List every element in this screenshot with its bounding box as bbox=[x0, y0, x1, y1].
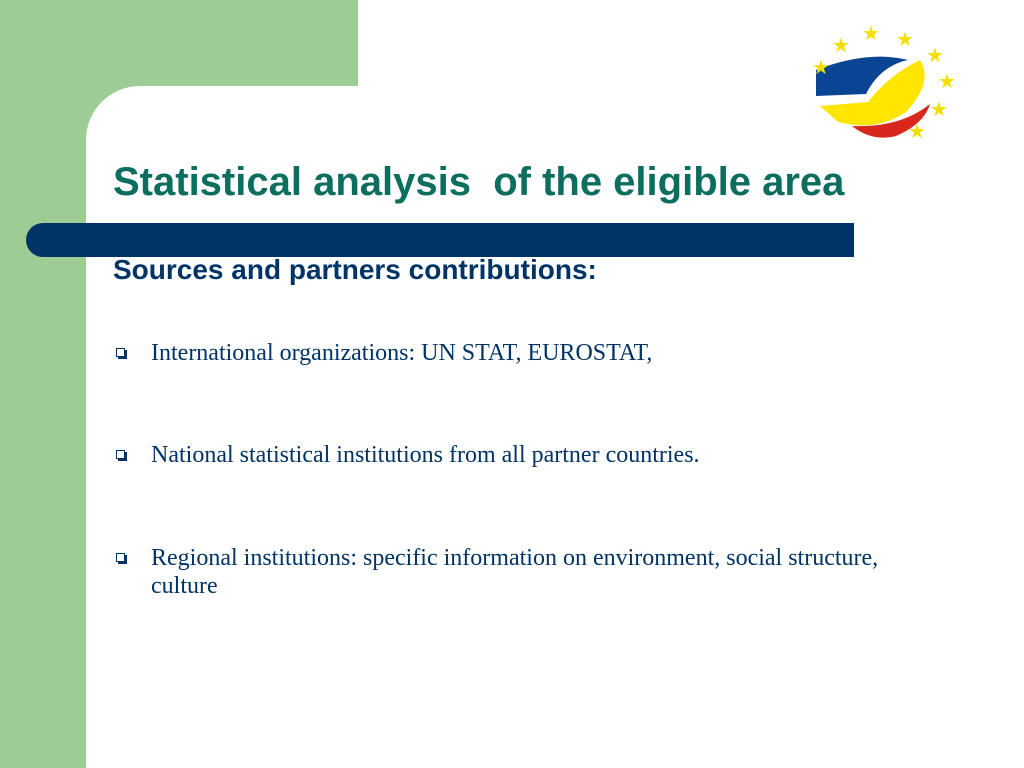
star-icon: ★ bbox=[930, 97, 948, 121]
slide-title: Statistical analysis of the eligible area bbox=[113, 160, 845, 204]
bullet-text: International organizations: UN STAT, EUROSTAT, bbox=[151, 340, 653, 366]
bullet-text: National statistical institutions from all partner countries. bbox=[151, 442, 700, 468]
star-icon: ★ bbox=[908, 119, 926, 143]
bullet-square-icon bbox=[116, 348, 125, 357]
star-icon: ★ bbox=[812, 55, 830, 79]
bullet-square-icon bbox=[116, 450, 125, 459]
star-icon: ★ bbox=[896, 27, 914, 51]
title-underline-bar bbox=[26, 223, 854, 257]
bullet-item bbox=[113, 544, 913, 600]
bullet-text: Regional institutions: specific information on environment, social structure, culture bbox=[151, 545, 879, 599]
star-icon: ★ bbox=[926, 43, 944, 67]
star-icon: ★ bbox=[938, 69, 956, 93]
star-icon: ★ bbox=[862, 22, 880, 45]
bullet-square-icon bbox=[116, 553, 125, 562]
bullet-item bbox=[113, 339, 913, 367]
eu-star-flag-logo-icon bbox=[808, 22, 966, 144]
star-icon: ★ bbox=[832, 33, 850, 57]
slide-subtitle: Sources and partners contributions: bbox=[113, 254, 597, 285]
bullet-item bbox=[113, 441, 913, 469]
